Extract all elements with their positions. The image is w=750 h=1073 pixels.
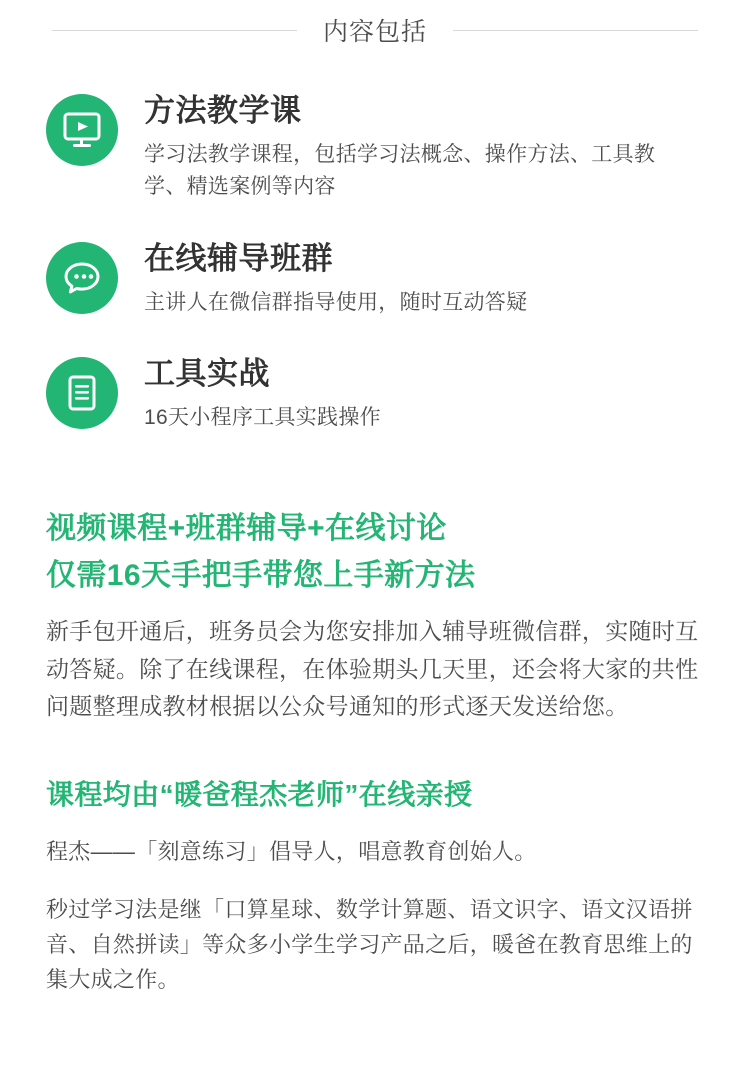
teacher-bio-line-2: 秒过学习法是继「口算星球、数学计算题、语文识字、语文汉语拼音、自然拼读」等众多小学生学习产品之后，暖爸在教育思维上的集大成之作。 <box>46 896 693 992</box>
feature-item <box>46 238 704 319</box>
intro-paragraph: 新手包开通后，班务员会为您安排加入辅导班微信群，实随时互动答疑。除了在线课程，在体验期头几天里，还会将大家的共性问题整理成教材根据以公众号通知的形式逐天发送给您。 <box>46 618 699 719</box>
feature-list <box>0 90 750 434</box>
feature-title: 工具实战 <box>144 356 270 392</box>
feature-description: 学习法教学课程，包括学习法概念、操作方法、工具教学、精选案例等内容 <box>144 142 656 199</box>
feature-text <box>144 238 527 319</box>
feature-text <box>144 353 381 434</box>
section-header <box>0 0 750 48</box>
feature-description: 16天小程序工具实践操作 <box>144 405 381 429</box>
monitor-play-icon <box>46 94 118 166</box>
header-rule-left <box>52 30 297 31</box>
body-section <box>0 506 750 997</box>
headline-block <box>46 506 704 599</box>
feature-title: 在线辅导班群 <box>144 240 333 276</box>
section-title: 内容包括 <box>323 18 428 46</box>
feature-item <box>46 90 704 204</box>
header-rule-right <box>453 30 698 31</box>
feature-title: 方法教学课 <box>144 93 302 128</box>
headline-line-2: 仅需16天手把手带您上手新方法 <box>46 558 476 592</box>
headline-line-1: 视频课程+班群辅导+在线讨论 <box>46 512 447 546</box>
feature-item <box>46 353 704 434</box>
teacher-heading: 课程均由“暖爸程杰老师”在线亲授 <box>46 779 473 811</box>
chat-bubble-icon <box>46 242 118 314</box>
feature-description: 主讲人在微信群指导使用，随时互动答疑 <box>144 290 528 314</box>
teacher-bio-line-1: 程杰——「刻意练习」倡导人，唱意教育创始人。 <box>46 839 537 865</box>
document-lines-icon <box>46 357 118 429</box>
feature-text <box>144 90 690 204</box>
